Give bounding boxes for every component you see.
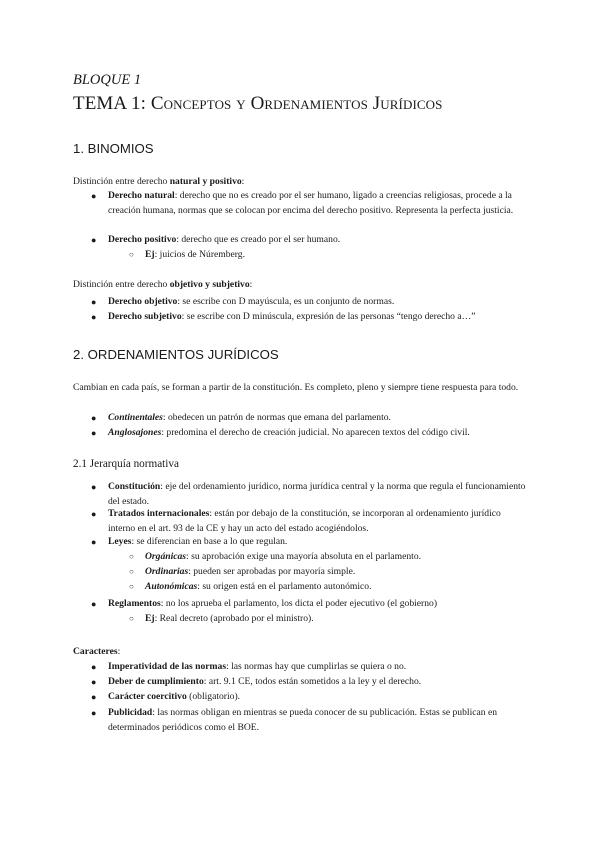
list-item: Ej: juicios de Núremberg. [145,249,246,260]
list-item: Reglamentos: no los aprueba el parlamento, los dicta el poder ejecutivo (el gobierno) [108,598,438,609]
list-item: Derecho positivo: derecho que es creado por el ser humano. [108,234,341,245]
bullet-icon: ● [91,509,97,519]
paragraph-objetivo-subjetivo: Distinción entre derecho objetivo y subjetivo: [73,279,253,290]
bullet-icon: ● [91,692,97,702]
list-item: Derecho natural: derecho que no es creado por el ser humano, ligado a creencias religiosas, procede a la creación humana, normas que se colocan por encima del derecho positivo. Representa la perfecta justicia. [108,190,514,216]
list-item: Autonómicas: su origen está en el parlamento autonómico. [145,581,372,592]
list-item: Deber de cumplimiento: art. 9.1 CE, todos están sometidos a la ley y el derecho. [108,676,422,687]
title-text: Conceptos y Ordenamientos Jurídicos [150,93,443,114]
list-item: Derecho subjetivo: se escribe con D minúscula, expresión de las personas “tengo derecho a…” [108,311,476,322]
list-item: Derecho objetivo: se escribe con D mayúscula, es un conjunto de normas. [108,296,395,307]
circle-bullet-icon: ○ [129,614,134,623]
list-item: Continentales: obedecen un patrón de normas que emana del parlamento. [108,412,391,423]
bullet-icon: ● [91,677,97,687]
circle-bullet-icon: ○ [129,567,134,576]
section-heading-caracteres: Caracteres: [73,646,121,657]
list-item: Leyes: se diferencian en base a lo que regulan. [108,536,288,547]
bullet-icon: ● [91,235,97,245]
page-title [73,93,442,115]
bullet-icon: ● [91,708,97,718]
paragraph-intro: Cambian en cada país, se forman a partir de la constitución. Es completo, pleno y siempre tiene respuesta para todo. [73,382,519,393]
bullet-icon: ● [91,428,97,438]
subsection-heading: 2.1 Jerarquía normativa [73,458,179,470]
bullet-icon: ● [91,312,97,322]
bullet-icon: ● [91,413,97,423]
list-item: Anglosajones: predomina el derecho de creación judicial. No aparecen textos del código civil. [108,427,470,438]
list-item: Orgánicas: su aprobación exige una mayoría absoluta en el parlamento. [145,551,422,562]
paragraph-natural-positivo: Distinción entre derecho natural y positivo: [73,176,245,187]
list-item: Carácter coercitivo (obligatorio). [108,691,241,702]
bullet-icon: ● [91,191,97,201]
bullet-icon: ● [91,537,97,547]
circle-bullet-icon: ○ [129,552,134,561]
list-item: Constitución: eje del ordenamiento jurídico, norma jurídica central y la norma que regula el funcionamiento del estado. [108,481,526,507]
bullet-icon: ● [91,662,97,672]
bullet-icon: ● [91,297,97,307]
block-label: BLOQUE 1 [73,72,142,88]
list-item: Ordinarias: pueden ser aprobadas por mayoría simple. [145,566,356,577]
bullet-icon: ● [91,482,97,492]
bullet-icon: ● [91,599,97,609]
list-item: Tratados internacionales: están por debajo de la constitución, se incorporan al ordenamiento jurídico interno en el art. 93 de la CE y hay un acto del estado acogiéndolos. [108,508,501,534]
circle-bullet-icon: ○ [129,250,134,259]
circle-bullet-icon: ○ [129,582,134,591]
title-number: TEMA 1: [73,93,147,114]
section-heading-binomios: 1. BINOMIOS [73,141,154,156]
section-heading-ordenamientos: 2. ORDENAMIENTOS JURÍDICOS [73,347,279,362]
list-item: Imperatividad de las normas: las normas hay que cumplirlas se quiera o no. [108,661,407,672]
list-item: Ej: Real decreto (aprobado por el ministro). [145,613,314,624]
list-item: Publicidad: las normas obligan en mientras se pueda conocer de su publicación. Estas se publican en determinados periódicos como el BOE. [108,707,498,733]
